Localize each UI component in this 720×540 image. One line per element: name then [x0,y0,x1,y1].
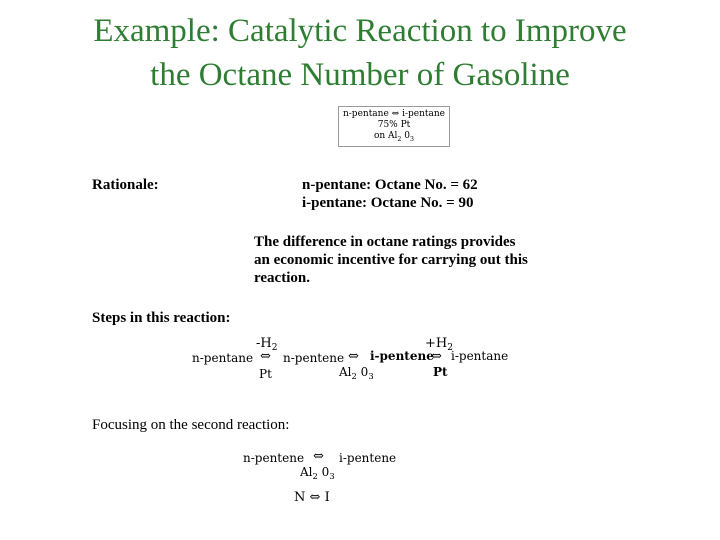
reaction-summary-figure [338,106,450,147]
second-catalyst-al2o3: $Al_2$ $0_3$ [300,465,335,481]
figure-n-pentane: n-pentane [342,109,389,119]
step-n-pentene: n-pentene [283,351,345,365]
second-arrow-icon: ⇔ [313,449,324,464]
octane-n-pentane: n-pentane: Octane No. = 62 [302,177,478,193]
step-catalyst-al2o3: $Al_2$ $0_3$ [339,365,374,381]
step-n-pentane: n-pentane [192,351,254,365]
step-catalyst-pt-1: Pt [259,367,272,381]
step-i-pentane: i-pentane [451,349,509,363]
figure-catalyst: 75% Pt [377,120,411,130]
minus-h2-label: $-H_2$ [256,336,278,353]
step-i-pentene: i-pentene [370,349,434,363]
slide-title-line-1: Example: Catalytic Reaction to Improve [93,13,627,49]
rationale-label: Rationale: [92,177,159,193]
step-catalyst-pt-2: Pt [433,365,448,379]
figure-equation [339,109,449,120]
step-arrow-3-icon: ⇔ [431,349,442,364]
steps-label: Steps in this reaction: [92,310,231,326]
simplified-equation [294,490,330,505]
rationale-paragraph-line-3: reaction. [254,270,310,286]
simplified-arrow-icon: ⇔ [309,490,321,505]
second-n-pentene: n-pentene [243,451,305,465]
step-arrow-2-icon: ⇔ [348,349,359,364]
step-arrow-1-icon: ⇔ [260,349,271,364]
figure-i-pentane: i-pentane [402,109,446,119]
slide-title-line-2: the Octane Number of Gasoline [150,57,570,93]
octane-i-pentane: i-pentane: Octane No. = 90 [302,195,474,211]
simplified-i: I [324,490,330,505]
simplified-n: N [294,490,306,505]
equilibrium-arrow-icon: ⇔ [391,109,400,119]
plus-h2-label: $+H_2$ [425,336,454,353]
figure-support: on $Al_2$ $0_3$ [373,131,415,143]
rationale-paragraph-line-1: The difference in octane ratings provides [254,234,516,250]
second-i-pentene: i-pentene [339,451,397,465]
rationale-paragraph-line-2: an economic incentive for carrying out this [254,252,528,268]
second-reaction-label: Focusing on the second reaction: [92,417,290,433]
